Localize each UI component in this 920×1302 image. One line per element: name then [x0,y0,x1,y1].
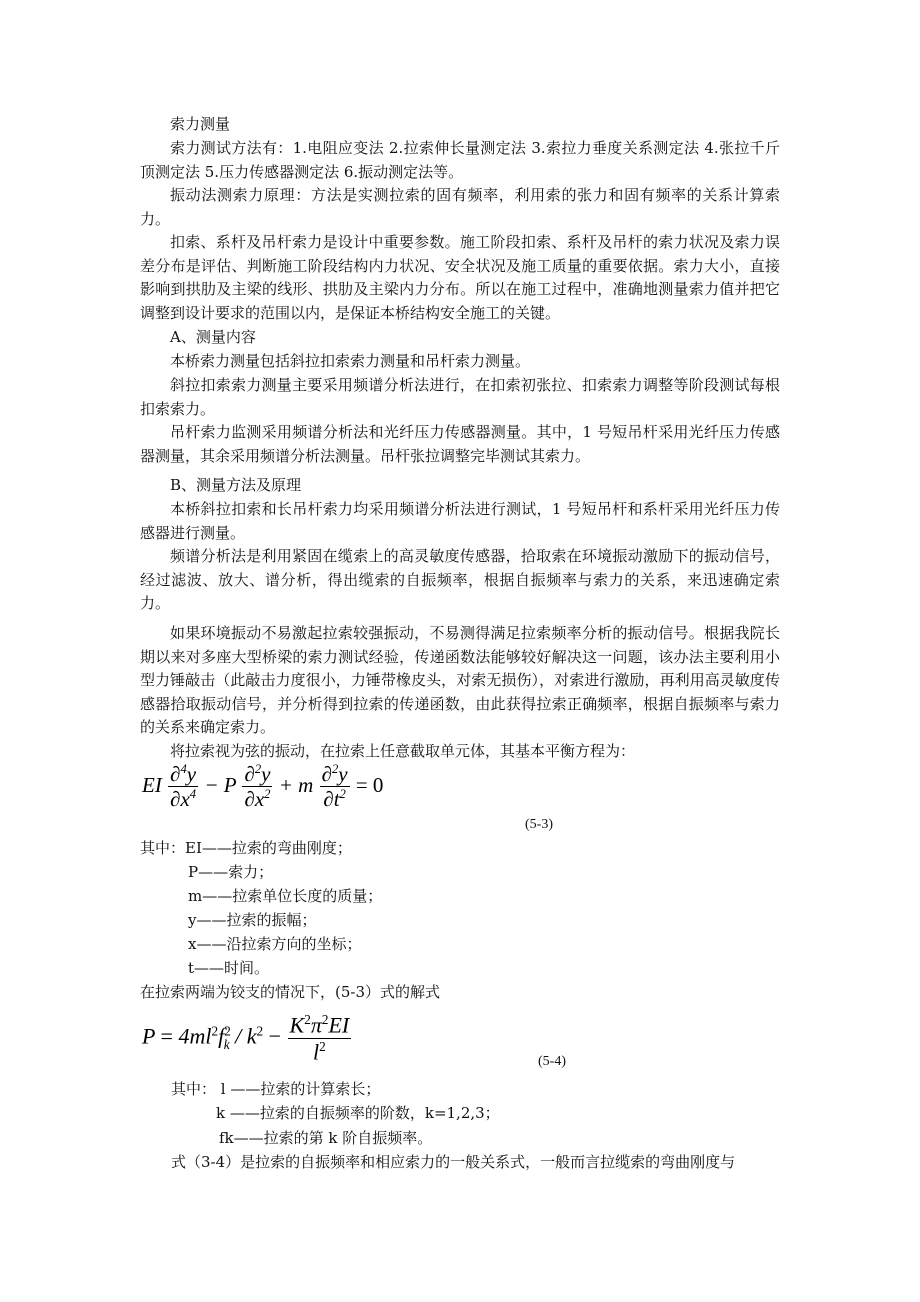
paragraph-a3: 吊杆索力监测采用频谱分析法和光纤压力传感器测量。其中，1 号短吊杆采用光纤压力传感器测量，其余采用频谱分析法测量。吊杆张拉调整完毕测试其索力。 [140,423,780,465]
paragraph-b1: 本桥斜拉扣索和长吊杆索力均采用频谱分析法进行测试，1 号短吊杆和系杆采用光纤压力传感器进行测量。 [140,500,780,542]
paragraph-importance: 扣索、系杆及吊杆索力是设计中重要参数。施工阶段扣索、系杆及吊杆的索力状况及索力误差分布是评估、判断施工阶段结构内力状况、安全状况及施工质量的重要依据。索力大小，直接影响到拱肋及主梁的线形、拱肋及主梁内力分布。所以在施工过程中，准确地测量索力值并把它调整到设计要求的范围以内，是保证本桥结构安全施工的关键。 [140,233,780,322]
eq1-partial: ∂ [170,762,181,786]
eq1-pow4b: 4 [189,787,197,802]
eq2-den-pow: 2 [319,1038,326,1054]
eq1-frac-d2t [320,763,350,811]
where1-lead: 其中：EI——拉索的弯曲刚度； [140,839,352,857]
eq1-plus-m: + m [278,772,314,797]
eq2-term1: 4ml [178,1023,212,1049]
eq2-slash-k: / k [235,1023,257,1049]
eq1-minus-p: − P [204,772,237,797]
eq2-lhs: P [142,1023,156,1049]
equation-number-5-3: (5-3) [525,817,553,832]
paragraph-a1: 本桥索力测量包括斜拉扣索索力测量和吊杆索力测量。 [170,352,531,370]
eq1-y3: y [338,762,348,786]
eq2-fraction [288,1013,352,1064]
eq2-pow-k: 2 [256,1023,264,1039]
eq2-num-pow1: 2 [304,1012,311,1027]
eq2-pow-f: 2 [224,1023,231,1039]
paragraph-methods: 索力测试方法有：1.电阻应变法 2.拉索伸长量测定法 3.索拉力垂度关系测定法 4.张拉千斤顶测定法 5.压力传感器测定法 6.振动测定法等。 [140,139,780,181]
eq1-y: y [186,762,197,786]
eq1-pow2c: 2 [331,762,339,776]
paragraph-b2: 频谱分析法是利用紧固在缆索上的高灵敏度传感器，拾取索在环境振动激励下的振动信号，经过滤波、放大、谱分析，得出缆索的自振频率，根据自振频率与索力的关系，来迅速确定索力。 [140,547,780,612]
eq2-den-l: l [313,1038,320,1064]
equation-5-4 [142,1013,352,1064]
eq1-partial2: ∂ [244,762,255,786]
eq2-num-pi: π [310,1012,322,1038]
section-b-heading: B、测量方法及原理 [170,476,302,494]
eq1-equals-zero: = 0 [355,772,384,797]
eq1-y2: y [261,762,271,786]
last-line: 式（3-4）是拉索的自振频率和相应索力的一般关系式，一般而言拉缆索的弯曲刚度与 [171,1153,736,1171]
equation-5-3 [142,763,383,811]
eq1-dx2: ∂x [244,787,265,812]
eq2-f: f [218,1023,225,1049]
eq1-pow2d: 2 [339,787,346,802]
where2-lead: 其中： l ——拉索的计算索长； [171,1080,381,1098]
section-a-heading: A、测量内容 [170,328,256,346]
paragraph-b4: 将拉索视为弦的振动，在拉索上任意截取单元体，其基本平衡方程为： [170,742,636,760]
eq2-minus: − [268,1023,282,1049]
heading-cable-force: 索力测量 [170,115,231,133]
where1-item-m: m——拉索单位长度的质量； [188,887,383,905]
where1-item-p: P——索力； [188,863,274,881]
paragraph-a2: 斜拉扣索索力测量主要采用频谱分析法进行，在扣索初张拉、扣索索力调整等阶段测试每根扣索索力。 [140,376,780,418]
paragraph-b3: 如果环境振动不易激起拉索较强振动，不易测得满足拉索频率分析的振动信号。根据我院长期以来对多座大型桥梁的索力测试经验，传递函数法能够较好解决这一问题，该办法主要利用小型力锤敲击（此敲击力度很小，力锤带橡皮头，对索无损伤），对索进行激励，再利用高灵敏度传感器拾取振动信号，并分析得到拉索的传递函数，由此获得拉索正确频率，根据自振频率与索力的关系来确定索力。 [140,624,780,736]
where1-item-x: x——沿拉索方向的坐标； [188,935,362,953]
eq2-num-k: K [289,1012,305,1038]
where2-item-k: k ——拉索的自振频率的阶数，k=1,2,3； [216,1104,500,1122]
eq1-frac-d2x [242,763,272,811]
where1-item-t: t——时间。 [188,959,270,977]
eq1-frac-d4 [168,763,198,811]
eq1-pow2: 2 [254,762,262,776]
solution-intro: 在拉索两端为铰支的情况下，(5-3）式的解式 [140,983,441,1001]
eq2-equals: = [160,1023,173,1049]
where1-item-y: y——拉索的振幅； [188,911,317,929]
eq1-ei: EI [142,772,162,797]
where2-item-fk: fk——拉索的第 k 阶自振频率。 [219,1129,433,1147]
eq2-num-pow2: 2 [321,1012,329,1027]
eq2-pow-l: 2 [211,1023,219,1039]
eq1-dt: ∂t [323,787,340,812]
eq1-partial3: ∂ [321,762,332,786]
paragraph-principle: 振动法测索力原理：方法是实测拉索的固有频率，利用索的张力和固有频率的关系计算索力。 [140,186,780,228]
eq1-dx: ∂x [170,787,190,812]
equation-number-5-4: (5-4) [538,1054,566,1069]
eq2-sub-k: k [223,1037,230,1053]
eq1-pow4: 4 [180,762,187,776]
eq1-pow2b: 2 [264,787,271,802]
eq2-num-ei: EI [328,1012,350,1038]
